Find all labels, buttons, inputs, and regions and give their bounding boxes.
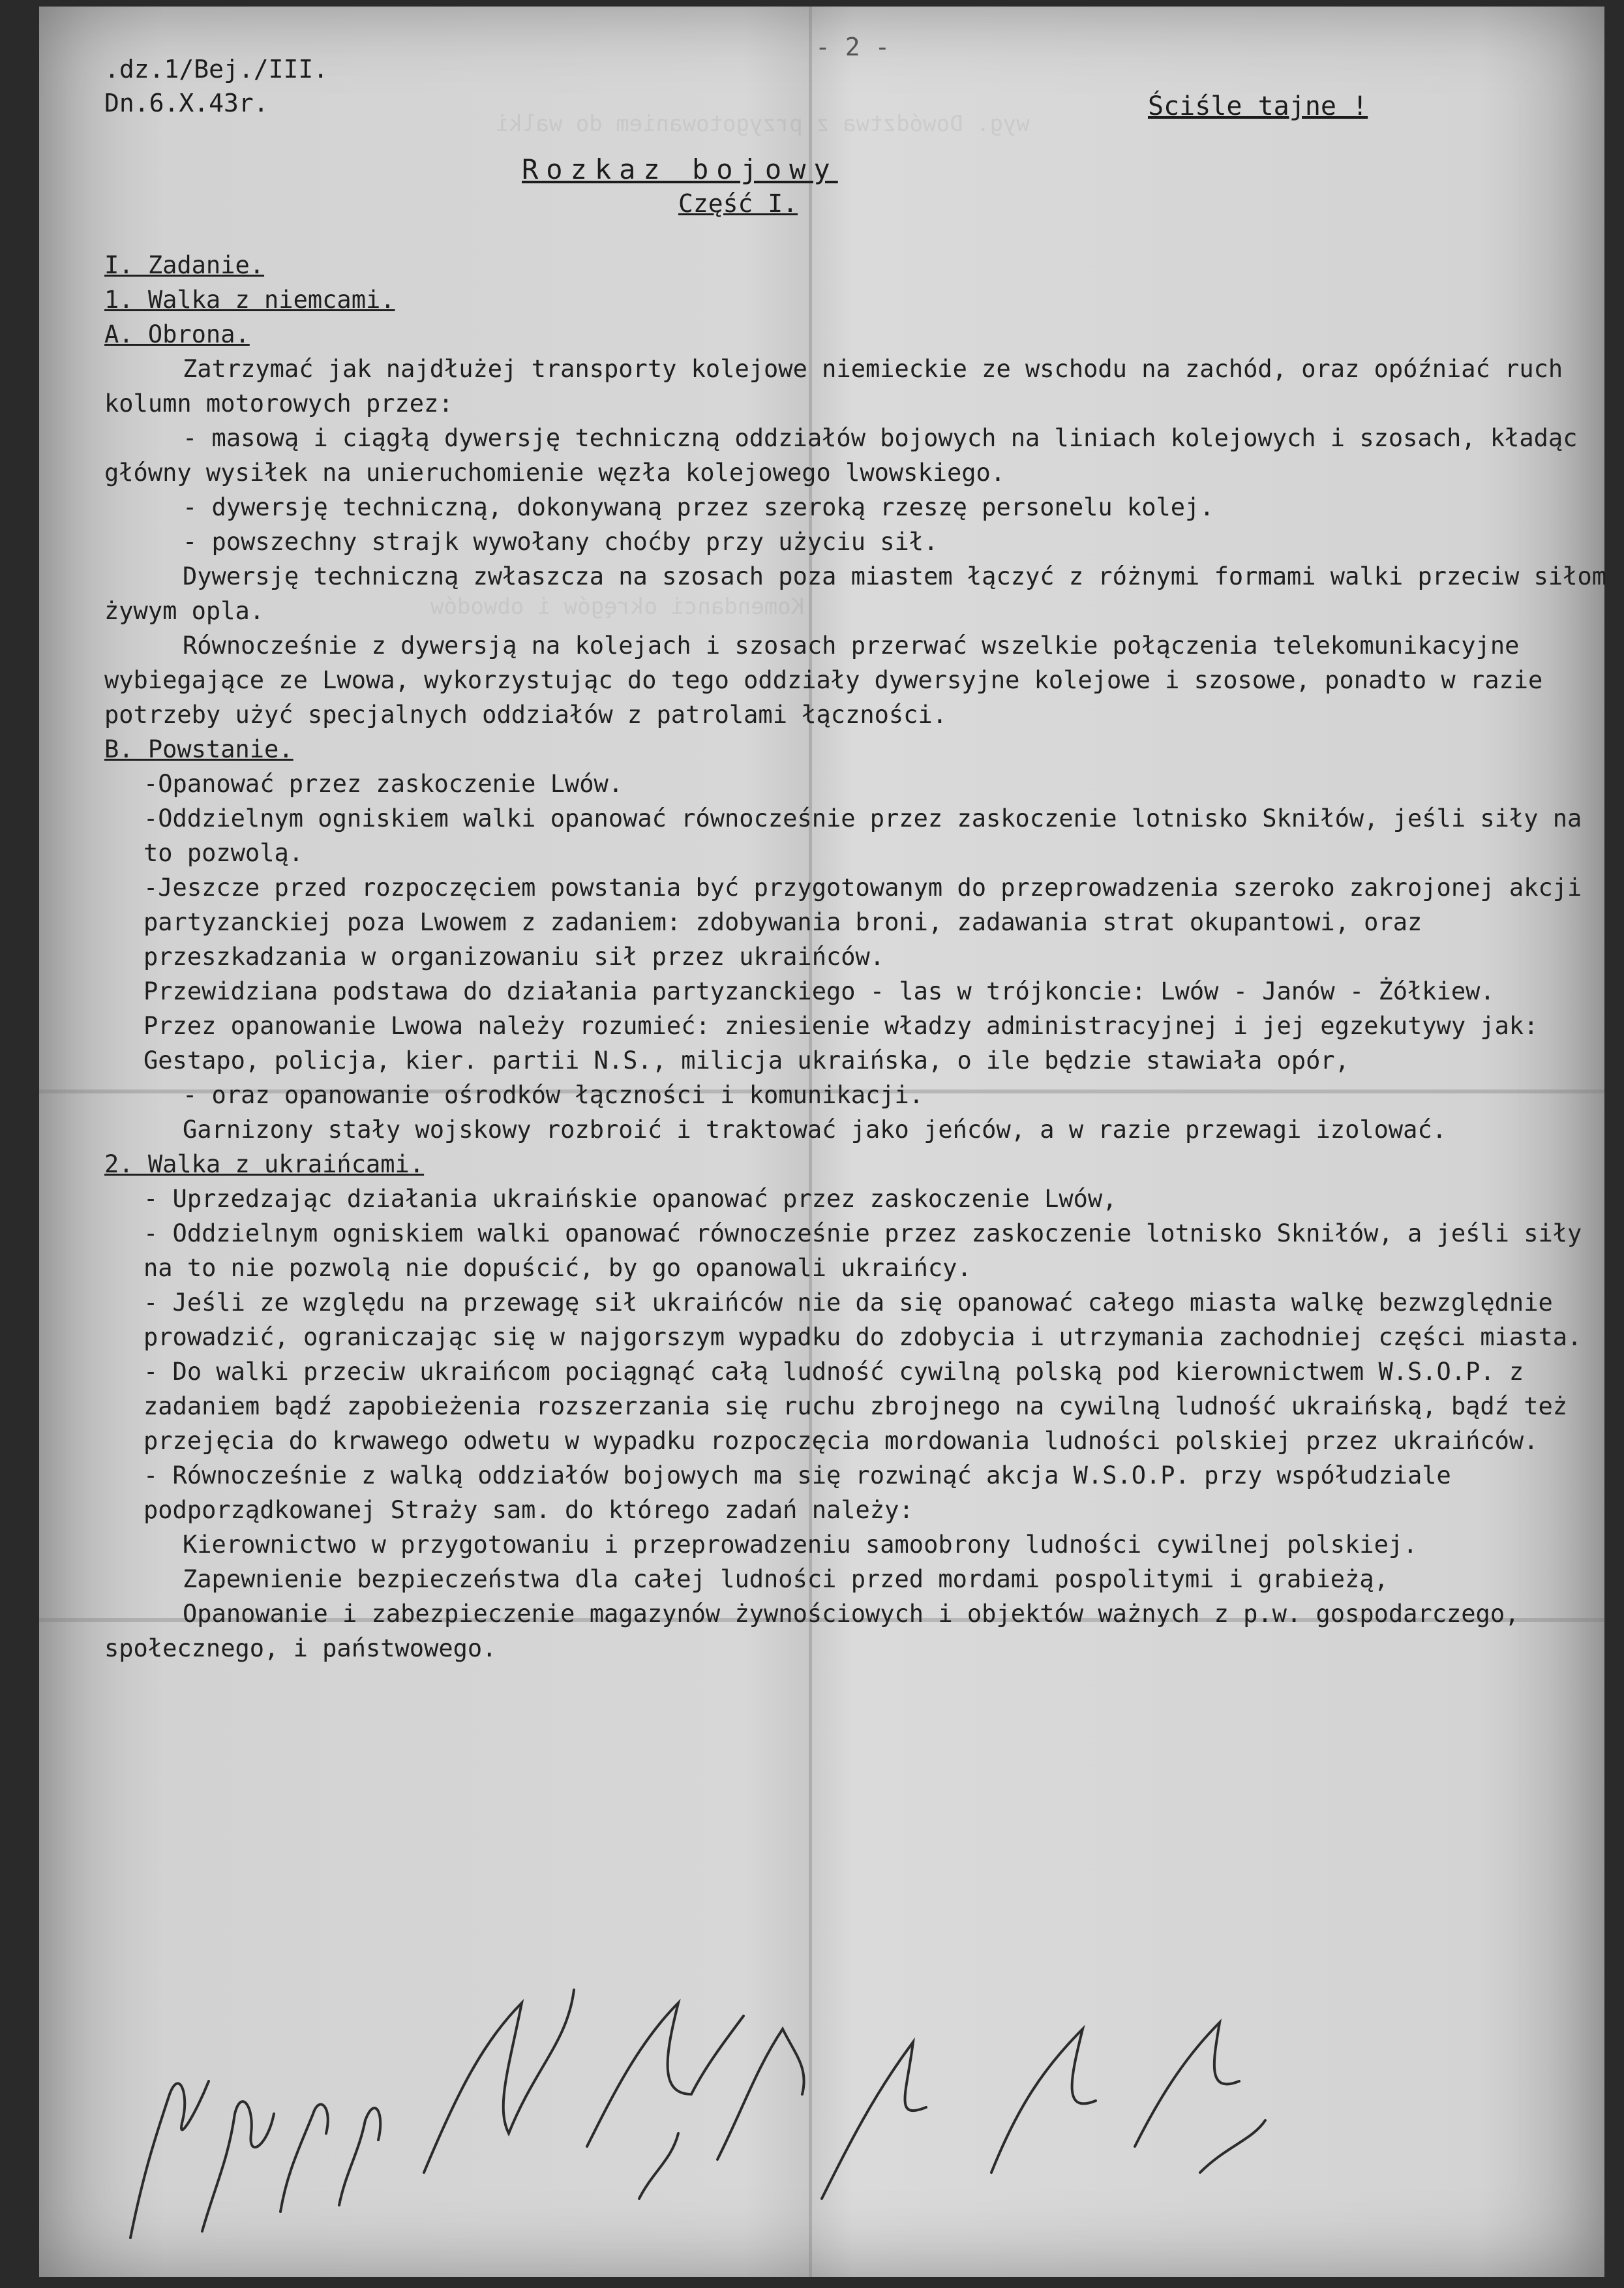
signatures-drawing [117, 1899, 1585, 2251]
paragraph: -Oddzielnym ogniskiem walki opanować równocześnie przez zaskoczenie lotnisko Skniłów, jeśli siły na to pozwolą. [143, 804, 1597, 867]
bleed-through-text: Komendanci okręgów i obwodów [430, 594, 805, 620]
part-heading: Część I. [678, 189, 798, 218]
document-header [104, 52, 328, 120]
paragraph: Dywersję techniczną zwłaszcza na szosach poza miastem łączyć z różnymi formami walki przeciw siłom żywym opla. [104, 562, 1621, 625]
document-date: Dn.6.X.43r. [104, 89, 269, 117]
paragraph: - Równocześnie z walką oddziałów bojowych ma się rozwinąć akcja W.S.O.P. przy współudziale podporządkowanej Straży sam. do którego zadań należy: [143, 1461, 1466, 1524]
paragraph: Garnizony stały wojskowy rozbroić i traktować jako jeńców, a w razie przewagi izolować. [183, 1116, 1447, 1144]
paragraph: -Jeszcze przed rozpoczęciem powstania być przygotowanym do przeprowadzenia szeroko zakrojonej akcji partyzanckiej poza Lwowem z zadaniem: zdobywania broni, zadawania strat okupantowi, oraz przeszkadzania w organizowaniu sił przez ukraińców. [143, 874, 1597, 971]
paragraph: - oraz opanowanie ośrodków łączności i komunikacji. [183, 1081, 924, 1109]
paragraph: Opanowanie i zabezpieczenie magazynów żywnościowych i objektów ważnych z p.w. gospodarczego, społecznego, i państwowego. [104, 1600, 1534, 1662]
document-title: Rozkaz bojowy [522, 153, 838, 185]
paragraph: Zatrzymać jak najdłużej transporty kolejowe niemieckie ze wschodu na zachód, oraz opóźniać ruch kolumn motorowych przez: [104, 355, 1578, 418]
section-heading: 2. Walka z ukraińcami. [104, 1150, 425, 1178]
classification-mark: Ściśle tajne ! [1148, 91, 1368, 121]
document-body [104, 248, 1624, 2009]
paragraph: Przewidziana podstawa do działania partyzanckiego - las w trójkoncie: Lwów - Janów - Żółkiew. [143, 977, 1495, 1005]
paragraph: Kierownictwo w przygotowaniu i przeprowadzeniu samoobrony ludności cywilnej polskiej. [183, 1531, 1418, 1559]
paragraph: - Oddzielnym ogniskiem walki opanować równocześnie przez zaskoczenie lotnisko Skniłów, a jeśli siły na to nie pozwolą nie dopuścić, by go opanowali ukraińcy. [143, 1219, 1597, 1282]
document-sheet [39, 7, 1621, 2277]
paragraph: -Opanować przez zaskoczenie Lwów. [143, 770, 624, 798]
reference-number: .dz.1/Bej./III. [104, 55, 329, 84]
paragraph: - dywersję techniczną, dokonywaną przez szeroką rzeszę personelu kolej. [183, 493, 1214, 521]
paragraph: - Jeśli ze względu na przewagę sił ukraińców nie da się opanować całego miasta walkę bezwzględnie prowadzić, ograniczając się w najgorszym wypadku do zdobycia i utrzymania zachodniej części miasta. [143, 1289, 1582, 1351]
paragraph: Równocześnie z dywersją na kolejach i szosach przerwać wszelkie połączenia telekomunikacyjne wybiegające ze Lwowa, wykorzystując do tego oddziały dywersyjne kolejowe i szosowe, ponadto w razie potrzeby użyć specjalnych oddziałów z patrolami łączności. [104, 632, 1557, 729]
handwritten-signatures [117, 1899, 1585, 2251]
paragraph: - Do walki przeciw ukraińcom pociągnąć całą ludność cywilną polską pod kierownictwem W.S.O.P. z zadaniem bądź zapobieżenia rozszerzania się ruchu zbrojnego na cywilną ludność ukraińską, bądź też przejęcia do krwawego odwetu w wypadku rozpoczęcia mordowania ludności polskiej przez ukraińców. [143, 1358, 1582, 1455]
paragraph: - masową i ciągłą dywersję techniczną oddziałów bojowych na liniach kolejowych i szosach, kładąc główny wysiłek na unieruchomienie węzła kolejowego lwowskiego. [104, 424, 1592, 487]
page-number: - 2 - [815, 33, 890, 61]
section-heading: 1. Walka z niemcami. [104, 286, 395, 314]
section-heading: I. Zadanie. [104, 251, 265, 279]
paragraph: - powszechny strajk wywołany choćby przy użyciu sił. [183, 528, 939, 556]
bleed-through-text: wyg. Dowództwa z przygotowaniem do walki [496, 111, 1030, 137]
section-heading: B. Powstanie. [104, 735, 293, 763]
paragraph: - Uprzedzając działania ukraińskie opanować przez zaskoczenie Lwów, [143, 1185, 1117, 1213]
section-heading: A. Obrona. [104, 320, 250, 348]
paragraph: Zapewnienie bezpieczeństwa dla całej ludności przed mordami pospolitymi i grabieżą, [183, 1565, 1389, 1593]
paragraph: Przez opanowanie Lwowa należy rozumieć: zniesienie władzy administracyjnej i jej egzekutywy jak: Gestapo, policja, kier. partii N.S., milicja ukraińska, o ile będzie stawiała opór, [143, 1012, 1553, 1075]
